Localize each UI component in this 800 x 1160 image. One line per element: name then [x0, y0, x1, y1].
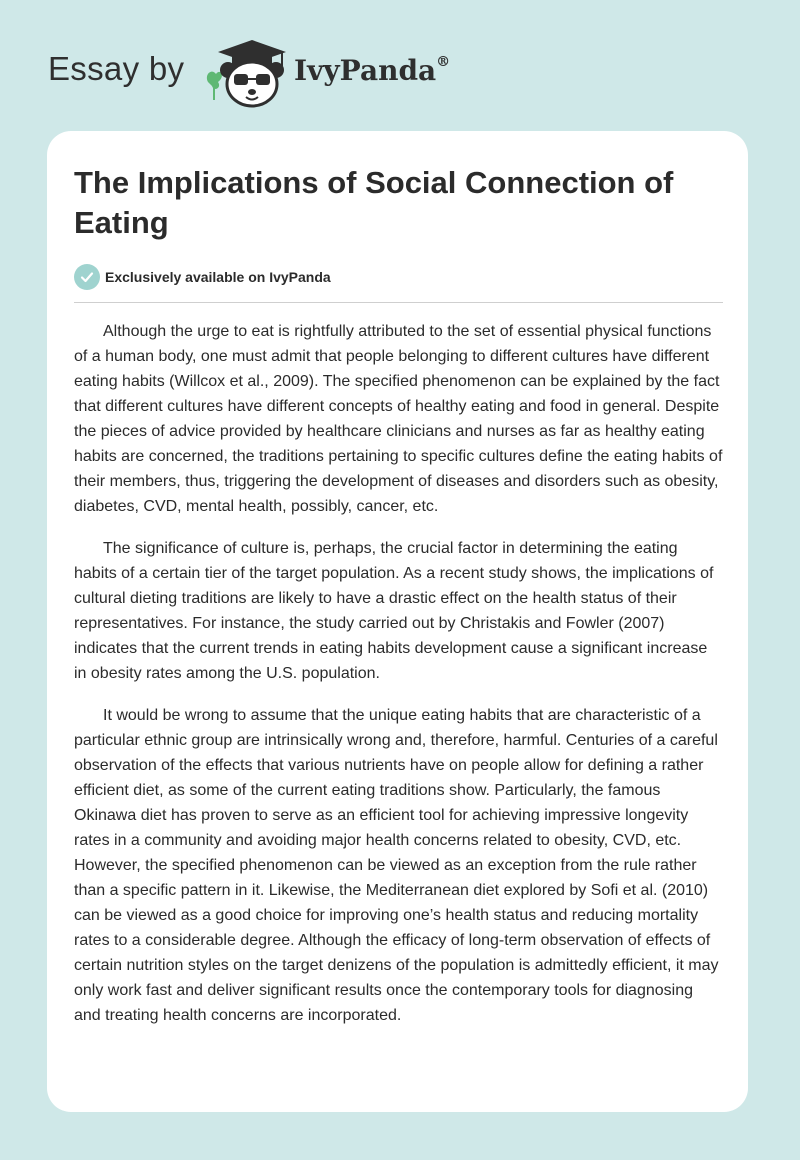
- check-circle-icon: [74, 264, 100, 290]
- exclusive-badge: [74, 264, 331, 290]
- paragraph: Although the urge to eat is rightfully attributed to the set of essential physical functions of a human body, one must admit that people belonging to different cultures have different eating habits (Willcox et al., 2009). The specified phenomenon can be explained by the fact that different cultures have different concepts of healthy eating and food in general. Despite the pieces of advice provided by healthcare clinicians and nurses as far as healthy eating habits are concerned, the traditions pertaining to specific cultures define the eating habits of their members, thus, triggering the development of diseases and disorders such as obesity, diabetes, CVD, mental health, possibly, cancer, etc.: [74, 323, 723, 515]
- paragraph: It would be wrong to assume that the unique eating habits that are characteristic of a particular ethnic group are intrinsically wrong and, therefore, harmful. Centuries of a careful observation of the effects that various nutrients have on people allow for defining a rather efficient diet, as some of the current eating traditions show. Particularly, the famous Okinawa diet has proven to serve as an efficient tool for achieving impressive longevity rates in a community and avoiding major health concerns related to obesity, CVD, etc. However, the specified phenomenon can be viewed as an exception from the rule rather than a specific pattern in it. Likewise, the Mediterranean diet explored by Sofi et al. (2010) can be viewed as a good choice for improving one’s health status and reducing mortality rates to a considerable degree. Although the efficacy of long-term observation of effects of certain nutrition styles on the target denizens of the population is admittedly efficient, it may only work fast and deliver significant results once the contemporary tools for diagnosing and treating health concerns are incorporated.: [74, 707, 719, 1024]
- site-header: [48, 30, 648, 110]
- paragraph: The significance of culture is, perhaps, the crucial factor in determining the eating habits of a certain tier of the target population. As a recent study shows, the implications of cultural dieting traditions are likely to have a drastic effect on the health status of their representatives. For instance, the study carried out by Christakis and Fowler (2007) indicates that the current trends in eating habits development cause a significant increase in obesity rates among the U.S. population.: [74, 540, 714, 682]
- divider: [74, 302, 723, 303]
- page-title: The Implications of Social Connection of Eating: [74, 165, 674, 240]
- essay-card: [47, 131, 748, 1112]
- essay-body: [74, 319, 724, 1045]
- brand-name[interactable]: IvyPanda®: [294, 53, 451, 87]
- badge-label: Exclusively available on IvyPanda: [105, 269, 331, 285]
- panda-graduate-logo-icon[interactable]: [202, 34, 288, 108]
- registered-mark: ®: [436, 53, 451, 70]
- essay-by-label: Essay by: [48, 50, 185, 87]
